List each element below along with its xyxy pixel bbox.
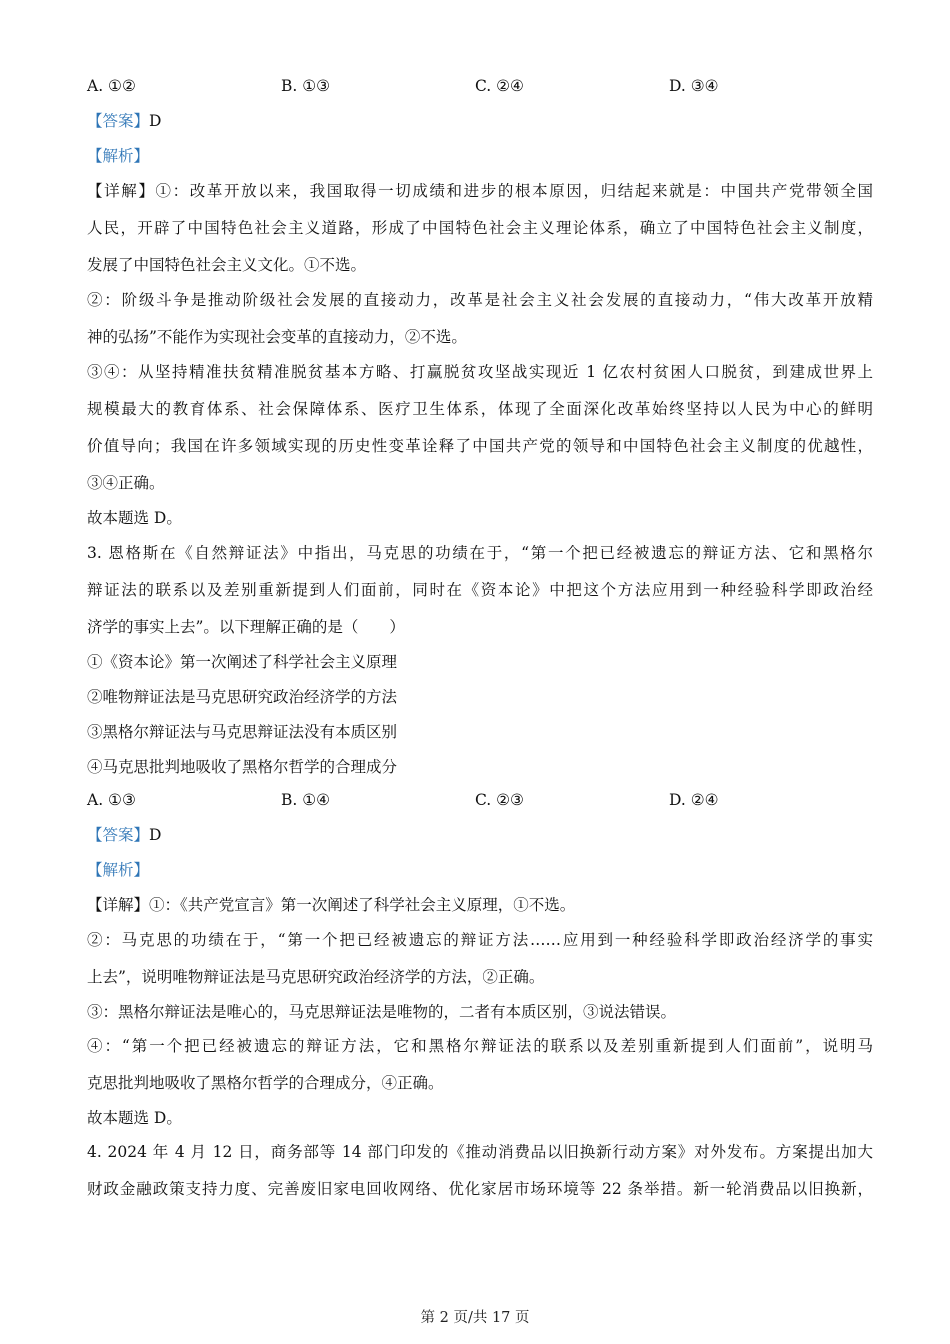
text-line: 故本题选 D。 <box>87 509 182 527</box>
text-line: ③④正确。 <box>87 474 165 492</box>
question-stem: 4. 2024 年 4 月 12 日，商务部等 14 部门印发的《推动消费品以旧换新行动方案》对外发布。方案提出加大 <box>87 1143 873 1161</box>
answer-value: D <box>149 112 162 130</box>
statement: ③黑格尔辩证法与马克思辩证法没有本质区别 <box>87 723 398 741</box>
statement: ①《资本论》第一次阐述了科学社会主义原理 <box>87 653 398 671</box>
option-a: A. ①② <box>87 77 136 95</box>
text-line: 【详解】①：改革开放以来，我国取得一切成绩和进步的根本原因，归结起来就是：中国共产党带领全国 <box>87 182 873 200</box>
q2-options <box>87 76 873 96</box>
text-line: 神的弘扬”不能作为实现社会变革的直接动力，②不选。 <box>87 328 467 346</box>
question-stem: 济学的事实上去”。以下理解正确的是（ ） <box>87 618 405 636</box>
text-line: ②：马克思的功绩在于，“第一个把已经被遗忘的辩证方法……应用到一种经验科学即政治经济学的事实 <box>87 931 873 949</box>
analysis-tag: 【解析】 <box>87 147 150 165</box>
analysis-tag: 【解析】 <box>87 861 150 879</box>
option-a: A. ①③ <box>87 791 136 809</box>
text-line: ③：黑格尔辩证法是唯心的，马克思辩证法是唯物的，二者有本质区别，③说法错误。 <box>87 1003 677 1021</box>
text-line: ④：“第一个把已经被遗忘的辩证方法，它和黑格尔辩证法的联系以及差别重新提到人们面前”，说明马 <box>87 1037 873 1055</box>
text-line: 故本题选 D。 <box>87 1109 182 1127</box>
question-stem: 财政金融政策支持力度、完善废旧家电回收网络、优化家居市场环境等 22 条举措。新一轮消费品以旧换新， <box>87 1180 873 1198</box>
text-line: 上去”，说明唯物辩证法是马克思研究政治经济学的方法，②正确。 <box>87 968 545 986</box>
question-stem: 3. 恩格斯在《自然辩证法》中指出，马克思的功绩在于，“第一个把已经被遗忘的辩证方法、它和黑格尔 <box>87 544 873 562</box>
text-line: ③④：从坚持精准扶贫精准脱贫基本方略、打赢脱贫攻坚战实现近 1 亿农村贫困人口脱贫，到建成世界上 <box>87 363 873 381</box>
text-line: 【详解】①：《共产党宣言》第一次阐述了科学社会主义原理，①不选。 <box>87 896 576 914</box>
question-stem: 辩证法的联系以及差别重新提到人们面前，同时在《资本论》中把这个方法应用到一种经验科学即政治经 <box>87 581 873 599</box>
option-d: D. ③④ <box>669 77 719 95</box>
q2-answer <box>87 111 873 131</box>
answer-tag: 【答案】 <box>87 826 150 844</box>
text-line: 规模最大的教育体系、社会保障体系、医疗卫生体系，体现了全面深化改革始终坚持以人民为中心的鲜明 <box>87 400 873 418</box>
text-line: 克思批判地吸收了黑格尔哲学的合理成分，④正确。 <box>87 1074 444 1092</box>
option-d: D. ②④ <box>669 791 719 809</box>
option-c: C. ②④ <box>475 77 524 95</box>
option-b: B. ①③ <box>281 77 331 95</box>
text-line: 发展了中国特色社会主义文化。①不选。 <box>87 256 367 274</box>
page-footer: 第 2 页/共 17 页 <box>420 1310 530 1326</box>
text-line: 人民，开辟了中国特色社会主义道路，形成了中国特色社会主义理论体系，确立了中国特色社会主义制度， <box>87 219 873 237</box>
statement: ②唯物辩证法是马克思研究政治经济学的方法 <box>87 688 398 706</box>
option-b: B. ①④ <box>281 791 331 809</box>
option-c: C. ②③ <box>475 791 524 809</box>
q3-options <box>87 790 873 810</box>
q3-answer <box>87 825 873 845</box>
text-line: ②：阶级斗争是推动阶级社会发展的直接动力，改革是社会主义社会发展的直接动力，“伟大改革开放精 <box>87 291 873 309</box>
statement: ④马克思批判地吸收了黑格尔哲学的合理成分 <box>87 758 398 776</box>
text-line: 价值导向；我国在许多领域实现的历史性变革诠释了中国共产党的领导和中国特色社会主义制度的优越性， <box>87 437 873 455</box>
answer-tag: 【答案】 <box>87 112 150 130</box>
answer-value: D <box>149 826 162 844</box>
